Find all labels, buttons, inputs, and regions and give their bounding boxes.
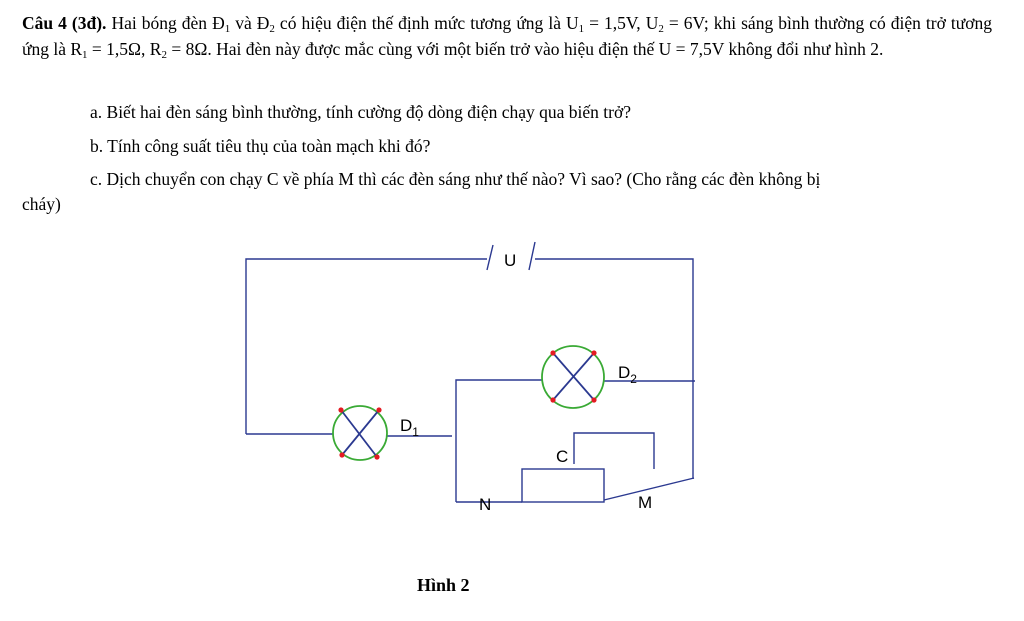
subscript: 1 <box>224 23 231 35</box>
question-text: và Đ <box>230 13 270 33</box>
rheostat-body <box>522 469 604 502</box>
lamp-d1 <box>333 406 387 460</box>
question-text: có hiệu điện thế định mức tương ứng là U <box>274 13 579 33</box>
label-n: N <box>479 495 492 514</box>
item-a: a. Biết hai đèn sáng bình thường, tính cường độ dòng điện chạy qua biến trở? <box>90 102 631 122</box>
label-d2: $D_2$ <box>618 363 637 386</box>
label-u: U <box>504 251 517 270</box>
question-text: = 1,5Ω, R <box>87 39 162 59</box>
lamp-d2 <box>542 346 604 408</box>
item-b: b. Tính công suất tiêu thụ của toàn mạch khi đó? <box>90 136 431 156</box>
item-c-cont: cháy) <box>22 194 61 214</box>
subscript: 1 <box>578 23 585 35</box>
label-c: C <box>556 447 569 466</box>
subscript: 2 <box>658 23 664 35</box>
question-text: = 1,5V, U <box>584 13 659 33</box>
question-label: Câu 4 (3đ). <box>22 13 107 33</box>
label-m: M <box>638 493 653 512</box>
battery-plate-left <box>487 245 493 270</box>
question-text: Hai bóng đèn Đ <box>106 13 225 33</box>
question-text: = 6V; khi sáng bình thường có điện trở tương ứng là R <box>22 13 992 59</box>
label-d1: $D_1$ <box>400 416 419 439</box>
battery-plate-right <box>529 242 535 270</box>
item-c: c. Dịch chuyển con chạy C về phía M thì các đèn sáng như thế nào? Vì sao? (Cho rằng các đèn không bị <box>90 169 821 189</box>
subscript: 2 <box>161 49 167 61</box>
question-text: = 8Ω. Hai đèn này được mắc cùng với một biến trở vào hiệu điện thế U = 7,5V không đổi như hình 2. <box>166 39 884 59</box>
subscript: 2 <box>269 23 275 35</box>
figure-caption: Hình 2 <box>417 575 470 595</box>
subscript: 1 <box>82 49 88 61</box>
